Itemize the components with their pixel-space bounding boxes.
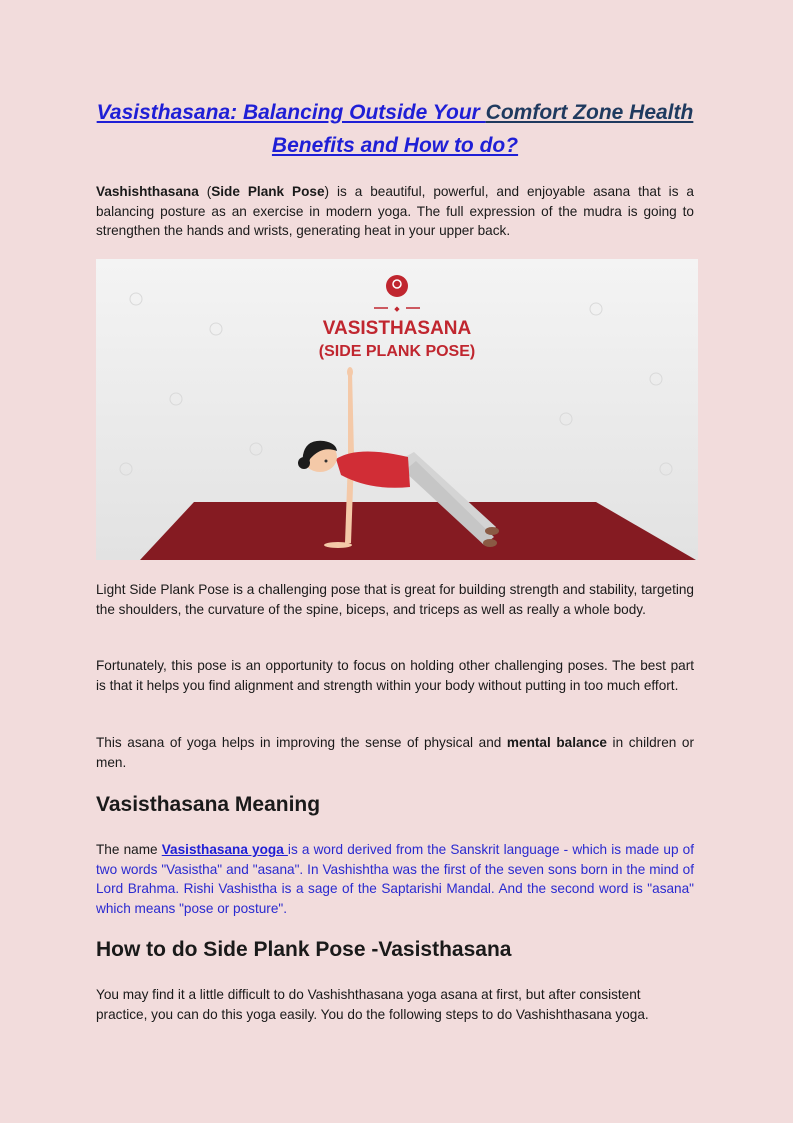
svg-text:◆: ◆ bbox=[394, 305, 400, 313]
brand-logo-icon bbox=[386, 275, 408, 297]
vasisthasana-yoga-link[interactable]: Vasisthasana yoga bbox=[161, 842, 288, 857]
title-link-line2[interactable]: Benefits and How to do? bbox=[271, 134, 519, 157]
hero-heading-line1: VASISTHASANA bbox=[322, 318, 472, 339]
paragraph-balance: This asana of yoga helps in improving the sense of physical and mental balance in children or men. bbox=[96, 735, 694, 770]
paragraph-focus: Fortunately, this pose is an opportunity to focus on holding other challenging poses. The best part is that it helps you find alignment and strength within your body without putting in too much effort. bbox=[96, 658, 694, 693]
title-link-continued[interactable]: Comfort Zone Health bbox=[485, 101, 694, 124]
page-title bbox=[96, 96, 694, 162]
paragraph-benefits: Light Side Plank Pose is a challenging pose that is great for building strength and stability, targeting the shoulders, the curvature of the spine, biceps, and triceps as well as really a whole body. bbox=[96, 582, 694, 617]
paragraph-howto: You may find it a little difficult to do Vashishthasana yoga asana at first, but after consistent practice, you can do this yoga easily. You do the following steps to do Vashishthasana yoga. bbox=[96, 987, 649, 1022]
hero-image bbox=[96, 259, 698, 560]
paragraph-meaning: The name Vasisthasana yoga is a word derived from the Sanskrit language - which is made up of two words "Vasistha" and "asana". In Vashishtha was the first of the seven sons born in the mind of Lord Brahma. Rishi Vashistha is a sage of the Saptarishi Mandal. And the second word is "asana" which means "pose or posture". bbox=[96, 842, 694, 916]
side-plank-illustration bbox=[96, 259, 698, 560]
yoga-mat bbox=[140, 502, 696, 560]
section-heading-meaning: Vasisthasana Meaning bbox=[96, 793, 321, 816]
intro-paragraph: Vashishthasana (Side Plank Pose) is a beautiful, powerful, and enjoyable asana that is a balancing posture as an exercise in modern yoga. The full expression of the mudra is going to strengthen the hands and wrists, generating heat in your upper back. bbox=[96, 184, 694, 239]
section-heading-howto: How to do Side Plank Pose -Vasisthasana bbox=[96, 938, 512, 961]
title-link[interactable]: Vasisthasana: Balancing Outside Your bbox=[96, 101, 486, 124]
hero-heading-line2: (SIDE PLANK POSE) bbox=[318, 343, 476, 360]
